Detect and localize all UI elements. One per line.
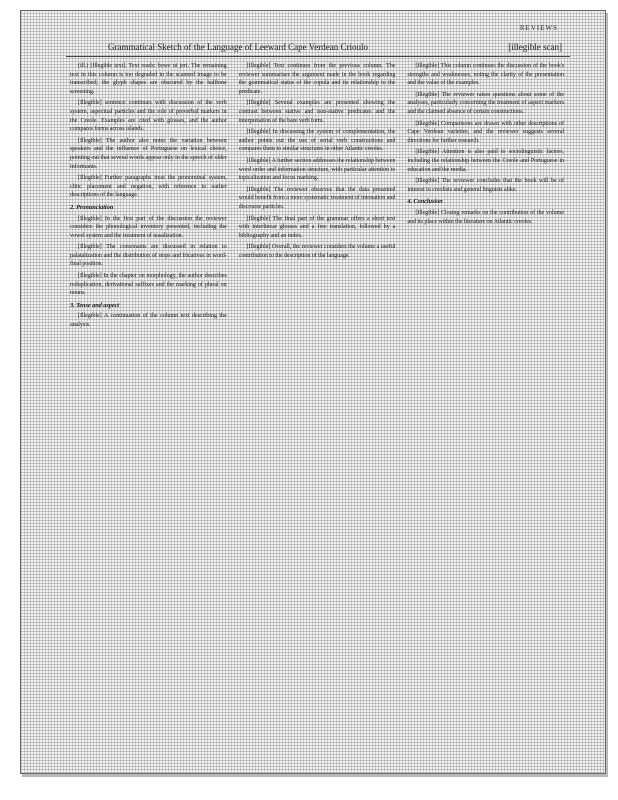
header-rule (66, 56, 570, 57)
paragraph: [Illegible] The reviewer raises questions about some of the analyses, particularly concerning the treatment of aspect markers and the claimed absence of certain constructions. (407, 90, 565, 115)
text-columns (70, 62, 564, 754)
section-tag: REVIEWS (519, 24, 558, 32)
paragraph: [Illegible] In the first part of the discussion the reviewer considers the phonological inventory presented, including the vowel system and the treatment of nasalization. (70, 214, 227, 239)
paragraph: [Illegible] A further section addresses the relationship between word order and information structure, with particular attention to topicalization and focus marking. (238, 156, 396, 182)
paragraph: [Illegible] This column continues the discussion of the book's strengths and weaknesses, noting the clarity of the presentation and the value of the examples. (407, 62, 565, 87)
section-heading: 3. Tense and aspect (70, 301, 119, 309)
section-heading: 4. Conclusion (407, 198, 443, 206)
paragraph: [Illegible] In the chapter on morphology, the author describes reduplication, derivational suffixes and the marking of plural on nouns. (70, 272, 227, 297)
paragraph: [Illegible] Attention is also paid to sociolinguistic factors, including the relationship between the Creole and Portuguese in education and the media. (407, 148, 565, 173)
paragraph: [Illegible] Further paragraphs treat the pronominal system, clitic placement and negation, with reference to earlier descriptions of the language. (70, 174, 227, 199)
column-2 (239, 62, 396, 754)
paragraph: [Illegible] In discussing the system of complementation, the author points out the use of serial verb constructions and compares them to similar structures in other Atlantic creoles. (238, 128, 396, 153)
running-head-page: [illegible scan] (508, 42, 562, 52)
paragraph: [Illegible] sentence continues with discussion of the verb system, aspectual particles and the role of preverbal markers in the Creole. Examples are cited with glosses, and the author compares forms across islands. (70, 99, 227, 133)
column-3 (407, 62, 564, 754)
running-head (108, 40, 562, 54)
running-head-title: Grammatical Sketch of the Language of Leeward Cape Verdean Crioulo (108, 42, 368, 52)
paragraph: [Illegible] The reviewer concludes that the book will be of interest to creolists and general linguists alike. (407, 177, 565, 193)
paragraph: [Illegible] Comparisons are drawn with other descriptions of Cape Verdean varieties, and the reviewer suggests several directions for further research. (407, 119, 565, 144)
paragraph: [Illegible] Several examples are presented showing the contrast between stative and non-stative predicates and the interpretation of the bare verb form. (238, 99, 396, 124)
paragraph: [Illegible] Text continues from the previous column. The reviewer summarises the argument made in the book regarding the grammatical status of the copula and its relationship to the predicate. (238, 62, 396, 95)
paragraph: [Illegible] The author also notes the variation between speakers and the influence of Portuguese on lexical choice, pointing out that several words appear only in the speech of older informants. (70, 136, 227, 170)
column-1 (70, 62, 227, 754)
paragraph: [Illegible] The reviewer observes that the data presented would benefit from a more systematic treatment of intonation and discourse particles. (238, 185, 396, 210)
paragraph: [Illegible] Closing remarks on the contribution of the volume and its place within the literature on Atlantic creoles. (407, 208, 565, 225)
page-sheet (18, 6, 598, 772)
paragraph: [Illegible] A continuation of the column text describing the analysis. (70, 312, 227, 329)
paragraph: [Illegible] Overall, the reviewer considers the volume a useful contribution to the description of the language. (238, 243, 396, 259)
section-heading: 2. Pronunciation (70, 203, 114, 211)
paragraph: [Illegible] The consonants are discussed in relation to palatalization and the distribution of stops and fricatives in word-final position. (70, 243, 227, 268)
paragraph: (ill.) [Illegible text]. Text reads: bowe ni jeri. The remaining text in this column is too degraded in the scanned image to be transcribed; the glyph shapes are obscured by the halftone screening. (70, 62, 227, 95)
paragraph: [Illegible] The final part of the grammar offers a short text with interlinear glosses and a free translation, followed by a bibliography and an index. (238, 214, 396, 239)
